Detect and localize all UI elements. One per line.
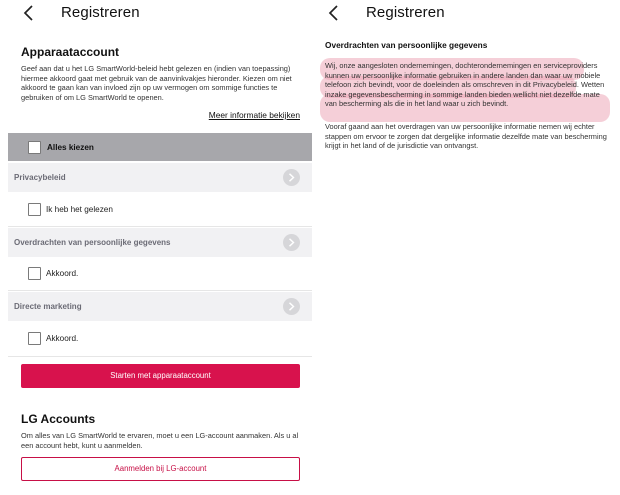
privacy-checkbox[interactable] <box>28 203 41 216</box>
chevron-left-icon <box>22 4 36 22</box>
transfers-heading: Overdrachten van persoonlijke gegevens <box>325 40 488 50</box>
chevron-left-icon <box>327 4 341 22</box>
device-account-description: Geef aan dat u het LG SmartWorld-beleid hebt gelezen en (indien van toepassing) hiermee akkoord gaat met gebruik van de aanvinkvakjes hieronder. Kiezen om niet akkoord te gaan kan van invloed zijn op uw vermogen om sommige functies te gebruiken of om LG SmartWorld te openen. <box>21 64 292 102</box>
privacy-checkbox-label: Ik heb het gelezen <box>46 205 113 214</box>
transfers-checkbox-label: Akkoord. <box>46 269 79 278</box>
registration-screen-right <box>312 0 620 495</box>
open-transfers-button[interactable] <box>283 234 300 251</box>
section-title-marketing: Directe marketing <box>14 302 82 311</box>
marketing-checkbox[interactable] <box>28 332 41 345</box>
chevron-right-icon <box>288 238 295 247</box>
transfers-checkbox-row[interactable] <box>8 259 312 289</box>
lg-account-signin-button[interactable]: Aanmelden bij LG-account <box>21 457 300 481</box>
open-marketing-button[interactable] <box>283 298 300 315</box>
app-bar <box>312 0 620 28</box>
section-title-privacy: Privacybeleid <box>14 173 66 182</box>
device-account-heading: Apparaataccount <box>21 45 120 59</box>
lg-accounts-heading: LG Accounts <box>21 412 96 426</box>
back-button[interactable] <box>327 4 345 24</box>
more-info-link[interactable]: Meer informatie bekijken <box>208 110 300 120</box>
marketing-checkbox-label: Akkoord. <box>46 334 79 343</box>
page-title: Registreren <box>366 4 445 21</box>
privacy-checkbox-row[interactable] <box>8 195 312 225</box>
chevron-right-icon <box>288 173 295 182</box>
section-header-privacy[interactable] <box>8 163 312 192</box>
select-all-checkbox[interactable] <box>28 141 41 154</box>
divider <box>8 290 312 291</box>
chevron-right-icon <box>288 302 295 311</box>
highlighted-paragraph: Wij, onze aangesloten ondernemingen, dochterondernemingen en serviceproviders kunnen uw persoonlijke informatie gebruiken in andere landen dan waar uw mobiele telefoon zich bevindt, voor de doeleinden als omschreven in dit Privacybeleid. Wetten inzake gegevensbescherming in sommige landen bieden wellicht niet dezelfde mate van bescherming als die in het land waar u zich bevindt. <box>325 61 605 109</box>
section-header-marketing[interactable] <box>8 292 312 321</box>
divider <box>8 356 312 357</box>
open-privacy-button[interactable] <box>283 169 300 186</box>
section-header-transfers[interactable] <box>8 228 312 257</box>
marketing-checkbox-row[interactable] <box>8 324 312 354</box>
section-title-transfers: Overdrachten van persoonlijke gegevens <box>14 238 171 247</box>
app-bar <box>0 0 312 28</box>
page-title: Registreren <box>61 4 140 21</box>
divider <box>8 226 312 227</box>
transfers-checkbox[interactable] <box>28 267 41 280</box>
select-all-label: Alles kiezen <box>47 143 94 152</box>
select-all-row[interactable] <box>8 133 312 161</box>
lg-accounts-description: Om alles van LG SmartWorld te ervaren, moet u een LG-account aanmaken. Als u al een account hebt, kunt u aanmelden. <box>21 431 299 450</box>
start-device-account-button[interactable]: Starten met apparaataccount <box>21 364 300 388</box>
transfers-paragraph: Vooraf gaand aan het overdragen van uw persoonlijke informatie nemen wij echter stappen om ervoor te zorgen dat dergelijke informatie dezelfde mate van bescherming krijgt in het land of de jurisdictie van ontvangst. <box>325 122 607 151</box>
back-button[interactable] <box>22 4 40 24</box>
